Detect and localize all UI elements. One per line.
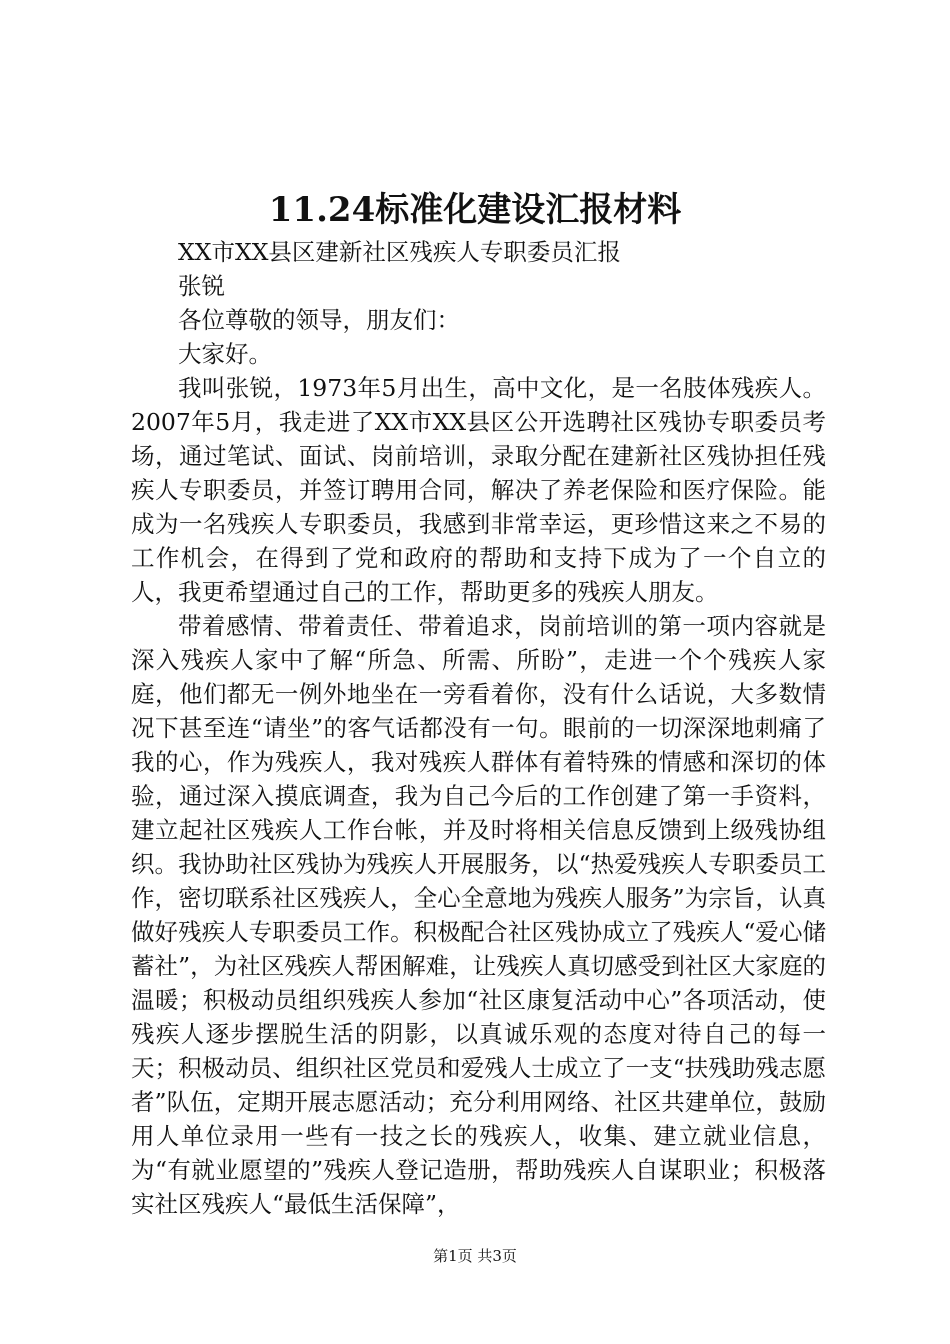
page-footer: 第1页 共3页 [433, 1247, 517, 1265]
paragraph-author: 张锐 [178, 272, 225, 300]
paragraph-work-description: 带着感情、带着责任、带着追求，岗前培训的第一项内容就是深入残疾人家中了解“所急、所需、所盼”，走进一个个残疾人家庭，他们都无一例外地坐在一旁看着你，没有什么话说，大多数情况下甚至连“请坐”的客气话都没有一句。眼前的一切深深地刺痛了我的心，作为残疾人，我对残疾人群体有着特殊的情感和深切的体验，通过深入摸底调查，我为自己今后的工作创建了第一手资料，建立起社区残疾人工作台帐，并及时将相关信息反馈到上级残协组织。我协助社区残协为残疾人开展服务，以“热爱残疾人专职委员工作，密切联系社区残疾人，全心全意地为残疾人服务”为宗旨，认真做好残疾人专职委员工作。积极配合社区残协成立了残疾人“爱心储蓄社”，为社区残疾人帮困解难，让残疾人真切感受到社区大家庭的温暖；积极动员组织残疾人参加“社区康复活动中心”各项活动，使残疾人逐步摆脱生活的阴影，以真诚乐观的态度对待自己的每一天；积极动员、组织社区党员和爱残人士成立了一支“扶残助残志愿者”队伍，定期开展志愿活动；充分利用网络、社区共建单位，鼓励用人单位录用一些有一技之长的残疾人，收集、建立就业信息，为“有就业愿望的”残疾人登记造册，帮助残疾人自谋职业；积极落实社区残疾人“最低生活保障”， [131, 612, 826, 1218]
paragraph-introduction: 我叫张锐，1973年5月出生，高中文化，是一名肢体残疾人。2007年5月，我走进了XX市XX县区公开选聘社区残协专职委员考场，通过笔试、面试、岗前培训，录取分配在建新社区残协担任残疾人专职委员，并签订聘用合同，解决了养老保险和医疗保险。能成为一名残疾人专职委员，我感到非常幸运，更珍惜这来之不易的工作机会，在得到了党和政府的帮助和支持下成为了一个自立的人，我更希望通过自己的工作，帮助更多的残疾人朋友。 [131, 374, 826, 606]
paragraph-heading: XX市XX县区建新社区残疾人专职委员汇报 [178, 238, 621, 266]
document-body [131, 235, 826, 1221]
paragraph-greeting: 各位尊敬的领导，朋友们： [178, 306, 460, 334]
document-title: 11.24标准化建设汇报材料 [268, 190, 682, 230]
paragraph-hello: 大家好。 [178, 340, 272, 368]
